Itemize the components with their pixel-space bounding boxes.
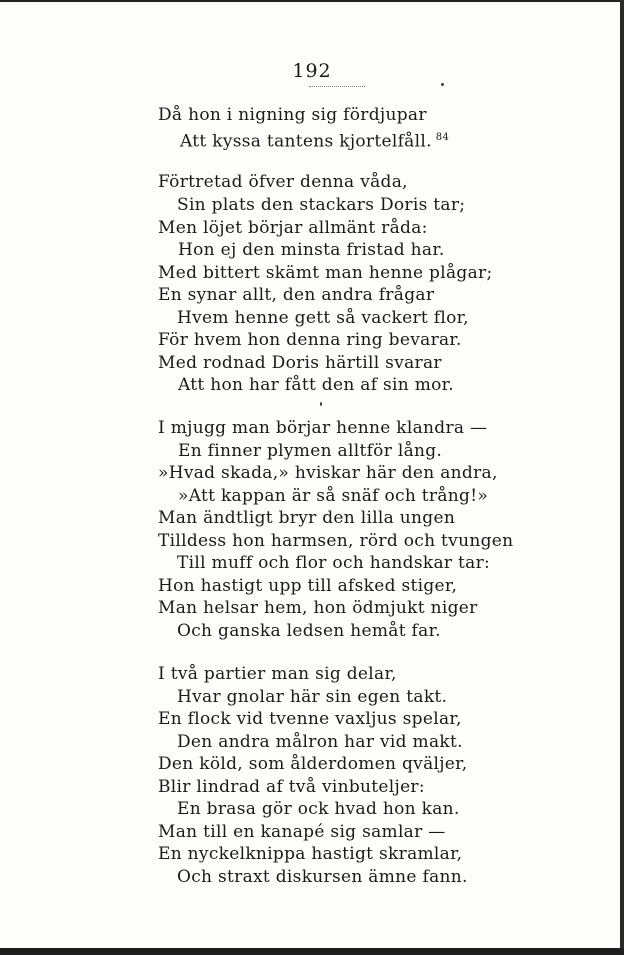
verse-line xyxy=(158,263,492,283)
verse-line xyxy=(158,218,428,238)
verse-line xyxy=(177,553,490,573)
verse-line xyxy=(158,664,397,684)
verse-line xyxy=(158,531,513,551)
verse-line xyxy=(158,709,462,729)
verse-text: Tilldess hon harmsen, rörd och tvungen xyxy=(158,531,514,551)
verse-line xyxy=(158,463,498,483)
verse-text: Hvem henne gett så vackert flor, xyxy=(177,308,469,328)
verse-line xyxy=(177,621,441,641)
verse-text: Då hon i nigning sig fördjupar xyxy=(158,105,427,125)
verse-text: Den andra målron har vid makt. xyxy=(177,732,463,752)
verse-text: En synar allt, den andra frågar xyxy=(158,285,435,305)
verse-line xyxy=(158,754,467,774)
verse-text: Hon hastigt upp till afsked stiger, xyxy=(158,576,458,596)
verse-line xyxy=(158,353,442,373)
verse-line xyxy=(178,486,488,506)
verse-text: Med bittert skämt man henne plågar; xyxy=(158,263,493,283)
verse-line xyxy=(158,105,427,125)
verse-text: Men löjet börjar allmänt råda: xyxy=(158,218,428,238)
verse-text: »Att kappan är så snäf och trång!» xyxy=(178,486,489,506)
verse-line xyxy=(177,195,465,215)
verse-text: En nyckelknippa hastigt skramlar, xyxy=(158,844,463,864)
verse-line xyxy=(158,172,408,192)
verse-line xyxy=(177,687,447,707)
verse-line xyxy=(158,285,434,305)
verse-text: En brasa gör ock hvad hon kan. xyxy=(177,799,460,819)
verse-text: En flock vid tvenne vaxljus spelar, xyxy=(158,709,462,729)
verse-text: Man ändtligt bryr den lilla ungen xyxy=(158,508,456,528)
verse-line xyxy=(158,330,462,350)
verse-line xyxy=(158,822,446,842)
verse-line xyxy=(177,867,468,887)
verse-line xyxy=(178,240,445,260)
verse-line xyxy=(158,418,487,438)
verse-text: Man till en kanapé sig samlar — xyxy=(158,822,446,842)
verse-text: Hon ej den minsta fristad har. xyxy=(178,240,445,260)
verse-line xyxy=(158,598,478,618)
verse-text: I mjugg man börjar henne klandra — xyxy=(158,418,488,438)
page-number: 192 xyxy=(292,60,332,82)
verse-text: Den köld, som ålderdomen qväljer, xyxy=(158,754,468,774)
verse-text: Att kyssa tantens kjortelfåll. xyxy=(180,131,432,152)
footnote-marker: 84 xyxy=(435,132,450,143)
verse-line xyxy=(158,844,462,864)
verse-line xyxy=(178,375,454,395)
verse-line xyxy=(158,576,457,596)
verse-line xyxy=(180,128,449,152)
verse-line xyxy=(177,732,463,752)
verse-text: Man helsar hem, hon ödmjukt niger xyxy=(158,598,478,618)
verse-line xyxy=(158,508,455,528)
verse-text: En finner plymen alltför lång. xyxy=(178,441,443,461)
verse-text: Och straxt diskursen ämne fann. xyxy=(177,867,468,887)
verse-text: Med rodnad Doris härtill svarar xyxy=(158,353,442,373)
verse-text: Förtretad öfver denna våda, xyxy=(158,172,408,192)
verse-line xyxy=(158,777,425,797)
verse-line xyxy=(177,799,460,819)
verse-text: För hvem hon denna ring bevarar. xyxy=(158,330,462,350)
verse-text: Hvar gnolar här sin egen takt. xyxy=(177,687,448,707)
verse-line xyxy=(177,308,469,328)
verse-text: I två partier man sig delar, xyxy=(158,664,397,684)
verse-text: Och ganska ledsen hemåt far. xyxy=(177,621,441,641)
verse-text: »Hvad skada,» hviskar här den andra, xyxy=(158,463,498,483)
verse-text: Att hon har fått den af sin mor. xyxy=(178,375,454,395)
verse-text: Till muff och flor och handskar tar: xyxy=(177,553,491,573)
verse-text: Blir lindrad af två vinbuteljer: xyxy=(158,777,425,797)
verse-text: Sin plats den stackars Doris tar; xyxy=(177,195,466,215)
verse-line xyxy=(178,441,442,461)
